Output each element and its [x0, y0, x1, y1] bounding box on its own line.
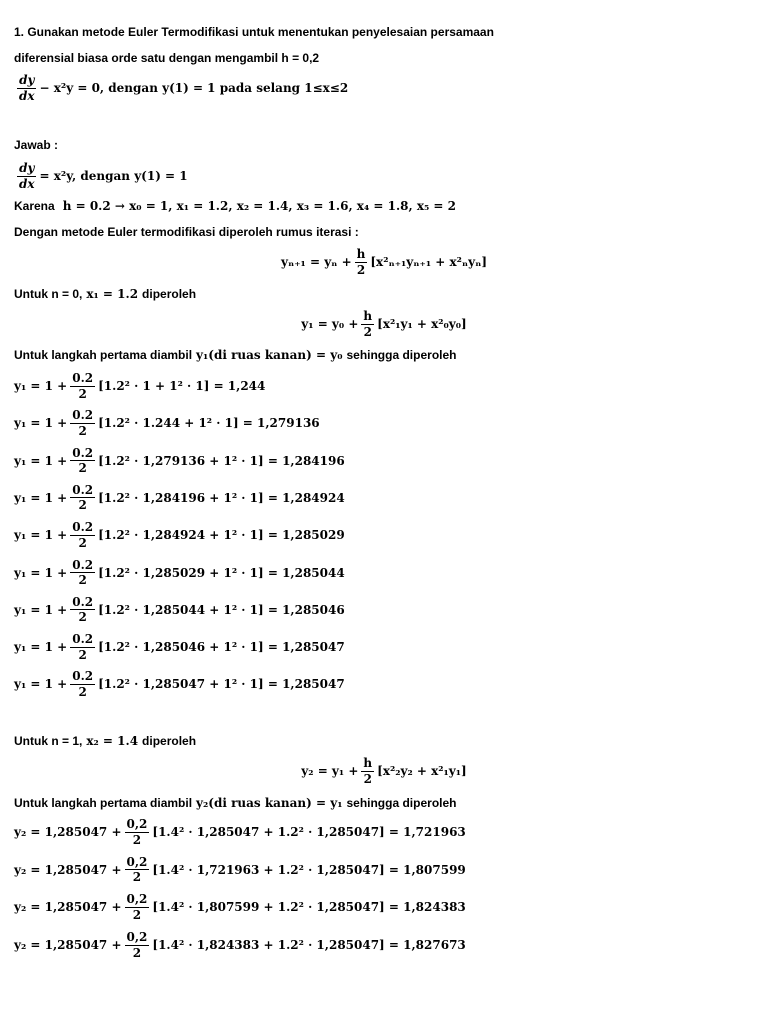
- step2-intro: [14, 735, 196, 747]
- step1-formula-lhs: y₁ = y₀ +: [301, 317, 359, 332]
- step1-iteration-row: [14, 559, 345, 587]
- step1-first-step-note: [14, 349, 456, 361]
- fraction-denominator: 2: [78, 610, 87, 625]
- general-formula-rhs: [x²ₙ₊₁yₙ₊₁ + x²ₙyₙ]: [370, 255, 487, 270]
- fraction-numerator: h: [356, 247, 366, 261]
- iteration-rhs: [1.2² · 1,285044 + 1² · 1] = 1,285046: [98, 602, 345, 617]
- fraction-numerator: 0,2: [126, 817, 148, 831]
- fraction-numerator: 0.2: [72, 557, 94, 572]
- iteration-fraction: [70, 447, 95, 475]
- general-formula-lhs: yₙ₊₁ = yₙ +: [281, 255, 352, 270]
- iteration-fraction: [70, 409, 95, 437]
- step1-intro-text: Untuk n = 0,: [14, 287, 83, 301]
- method-text: Dengan metode Euler termodifikasi diperoleh rumus iterasi :: [14, 225, 359, 239]
- iteration-fraction: [70, 484, 95, 512]
- step1-note-text-b: sehingga diperoleh: [346, 348, 457, 362]
- iteration-fraction: [70, 633, 95, 661]
- iteration-fraction: [70, 559, 95, 587]
- general-formula-fraction: [355, 248, 368, 276]
- fraction-denominator: 2: [78, 423, 87, 438]
- karena-line: [14, 200, 456, 212]
- fraction-denominator: 2: [78, 684, 87, 699]
- fraction-denominator: 2: [132, 870, 142, 885]
- step1-iteration-row: [14, 372, 265, 400]
- step2-note-text-b: sehingga diperoleh: [346, 796, 457, 810]
- iteration-rhs: [1.4² · 1,285047 + 1.2² · 1,285047] = 1,721963: [152, 825, 466, 840]
- fraction-numerator: 0.2: [72, 520, 94, 535]
- iteration-lhs: y₂ = 1,285047 +: [14, 825, 122, 840]
- step2-iteration-row: [14, 893, 466, 921]
- iteration-rhs: [1.4² · 1,721963 + 1.2² · 1,285047] = 1,807599: [152, 862, 466, 877]
- iteration-rhs: [1.2² · 1,284196 + 1² · 1] = 1,284924: [98, 490, 345, 505]
- iteration-rhs: [1.2² · 1,285046 + 1² · 1] = 1,285047: [98, 640, 345, 655]
- step1-note-math: y₁(di ruas kanan) = y₀: [196, 348, 343, 362]
- answer-heading: Jawab :: [14, 138, 59, 152]
- dy-dx-fraction: $\frac{dy}{dx}$: [19, 73, 35, 103]
- step2-formula-lhs: y₂ = y₁ +: [301, 764, 359, 779]
- problem-equation-tail: − x²y = 0, dengan y(1) = 1 pada selang 1≤x≤2: [39, 81, 349, 96]
- step1-iteration-row: [14, 521, 345, 549]
- step1-formula: [0, 310, 768, 338]
- fraction-numerator: 0.2: [72, 669, 94, 684]
- fraction-denominator: 2: [78, 535, 87, 550]
- iteration-fraction: [125, 856, 150, 884]
- fraction-denominator: 2: [356, 262, 366, 277]
- fraction-denominator: 2: [78, 461, 87, 476]
- fraction-denominator: 2: [78, 573, 87, 588]
- iteration-lhs: y₁ = 1 +: [14, 677, 68, 692]
- iteration-lhs: y₂ = 1,285047 +: [14, 900, 122, 915]
- step2-intro-tail: diperoleh: [142, 734, 197, 748]
- step2-intro-text: Untuk n = 1,: [14, 734, 83, 748]
- fraction-numerator: 0,2: [126, 892, 148, 907]
- iteration-lhs: y₂ = 1,285047 +: [14, 938, 122, 953]
- karena-label: Karena: [14, 199, 55, 213]
- iteration-lhs: y₁ = 1 +: [14, 416, 68, 431]
- iteration-fraction: [70, 521, 95, 549]
- iteration-lhs: y₁ = 1 +: [14, 490, 68, 505]
- fraction-numerator: h: [363, 756, 373, 770]
- fraction-numerator: h: [363, 309, 373, 323]
- iteration-lhs: y₂ = 1,285047 +: [14, 862, 122, 877]
- fraction-denominator: 2: [78, 386, 87, 401]
- fraction-numerator: 0,2: [126, 854, 148, 869]
- fraction-numerator: 0.2: [72, 408, 94, 423]
- fraction-numerator: 0.2: [72, 445, 94, 460]
- iteration-rhs: [1.2² · 1,285029 + 1² · 1] = 1,285044: [98, 565, 345, 580]
- step1-formula-fraction: [361, 310, 374, 338]
- iteration-rhs: [1.2² · 1,279136 + 1² · 1] = 1,284196: [98, 453, 345, 468]
- step1-iteration-row: [14, 670, 345, 698]
- step1-iteration-row: [14, 409, 320, 437]
- iteration-lhs: y₁ = 1 +: [14, 379, 68, 394]
- step2-note-math: y₂(di ruas kanan) = y₁: [196, 796, 343, 810]
- karena-expression: h = 0.2 → x₀ = 1, x₁ = 1.2, x₂ = 1.4, x₃ = 1.6, x₄ = 1.8, x₅ = 2: [62, 199, 457, 213]
- iteration-fraction: [125, 893, 150, 921]
- iteration-rhs: [1.4² · 1,824383 + 1.2² · 1,285047] = 1,827673: [152, 938, 466, 953]
- iteration-fraction: [125, 931, 150, 959]
- fraction-numerator: 0,2: [126, 930, 148, 945]
- fraction-numerator: 0.2: [72, 632, 94, 647]
- step2-intro-math: x₂ = 1.4: [86, 734, 139, 748]
- step2-formula-rhs: [x²₂y₂ + x²₁y₁]: [377, 764, 467, 779]
- fraction-numerator: 0.2: [72, 482, 94, 497]
- step1-iteration-row: [14, 633, 345, 661]
- problem-line-1: 1. Gunakan metode Euler Termodifikasi untuk menentukan penyelesaian persamaan: [14, 25, 494, 39]
- iteration-lhs: y₁ = 1 +: [14, 602, 68, 617]
- step1-formula-rhs: [x²₁y₁ + x²₀y₀]: [377, 317, 467, 332]
- answer-ode: [14, 162, 188, 190]
- step2-iteration-row: [14, 931, 466, 959]
- iteration-fraction: [70, 596, 95, 624]
- step1-intro: [14, 288, 196, 300]
- problem-equation: [14, 74, 348, 102]
- fraction-denominator: 2: [78, 498, 87, 513]
- fraction-denominator: 2: [363, 771, 372, 786]
- iteration-fraction: [70, 372, 95, 400]
- problem-line-2: diferensial biasa orde satu dengan mengambil h = 0,2: [14, 51, 320, 65]
- step2-formula: [0, 757, 768, 785]
- step1-intro-tail: diperoleh: [142, 287, 197, 301]
- general-iteration-formula: [0, 248, 768, 276]
- fraction-denominator: 2: [132, 945, 142, 960]
- step1-intro-math: x₁ = 1.2: [86, 287, 139, 301]
- iteration-fraction: [125, 818, 150, 846]
- iteration-fraction: [70, 670, 95, 698]
- fraction-numerator: 0.2: [72, 594, 94, 609]
- iteration-lhs: y₁ = 1 +: [14, 528, 68, 543]
- iteration-rhs: [1.2² · 1,285047 + 1² · 1] = 1,285047: [98, 677, 345, 692]
- step2-first-step-note: [14, 797, 456, 809]
- iteration-lhs: y₁ = 1 +: [14, 640, 68, 655]
- step2-formula-fraction: [361, 757, 374, 785]
- fraction-denominator: 2: [363, 324, 372, 339]
- iteration-rhs: [1.2² · 1,284924 + 1² · 1] = 1,285029: [98, 528, 345, 543]
- answer-ode-tail: = x²y, dengan y(1) = 1: [39, 169, 188, 184]
- iteration-lhs: y₁ = 1 +: [14, 453, 68, 468]
- step1-iteration-row: [14, 447, 345, 475]
- iteration-lhs: y₁ = 1 +: [14, 565, 68, 580]
- step1-iteration-row: [14, 596, 345, 624]
- iteration-rhs: [1.4² · 1,807599 + 1.2² · 1,285047] = 1,824383: [152, 900, 466, 915]
- step2-iteration-row: [14, 818, 466, 846]
- step2-iteration-row: [14, 856, 466, 884]
- fraction-denominator: 2: [78, 647, 87, 662]
- iteration-rhs: [1.2² · 1.244 + 1² · 1] = 1,279136: [98, 416, 320, 431]
- fraction-denominator: 2: [132, 832, 142, 847]
- step2-note-text-a: Untuk langkah pertama diambil: [14, 796, 193, 810]
- step1-note-text-a: Untuk langkah pertama diambil: [14, 348, 193, 362]
- iteration-rhs: [1.2² · 1 + 1² · 1] = 1,244: [98, 379, 266, 394]
- dy-dx-fraction: $\frac{dy}{dx}$: [19, 161, 35, 191]
- fraction-numerator: 0.2: [72, 371, 94, 385]
- fraction-denominator: 2: [132, 907, 142, 922]
- step1-iteration-row: [14, 484, 345, 512]
